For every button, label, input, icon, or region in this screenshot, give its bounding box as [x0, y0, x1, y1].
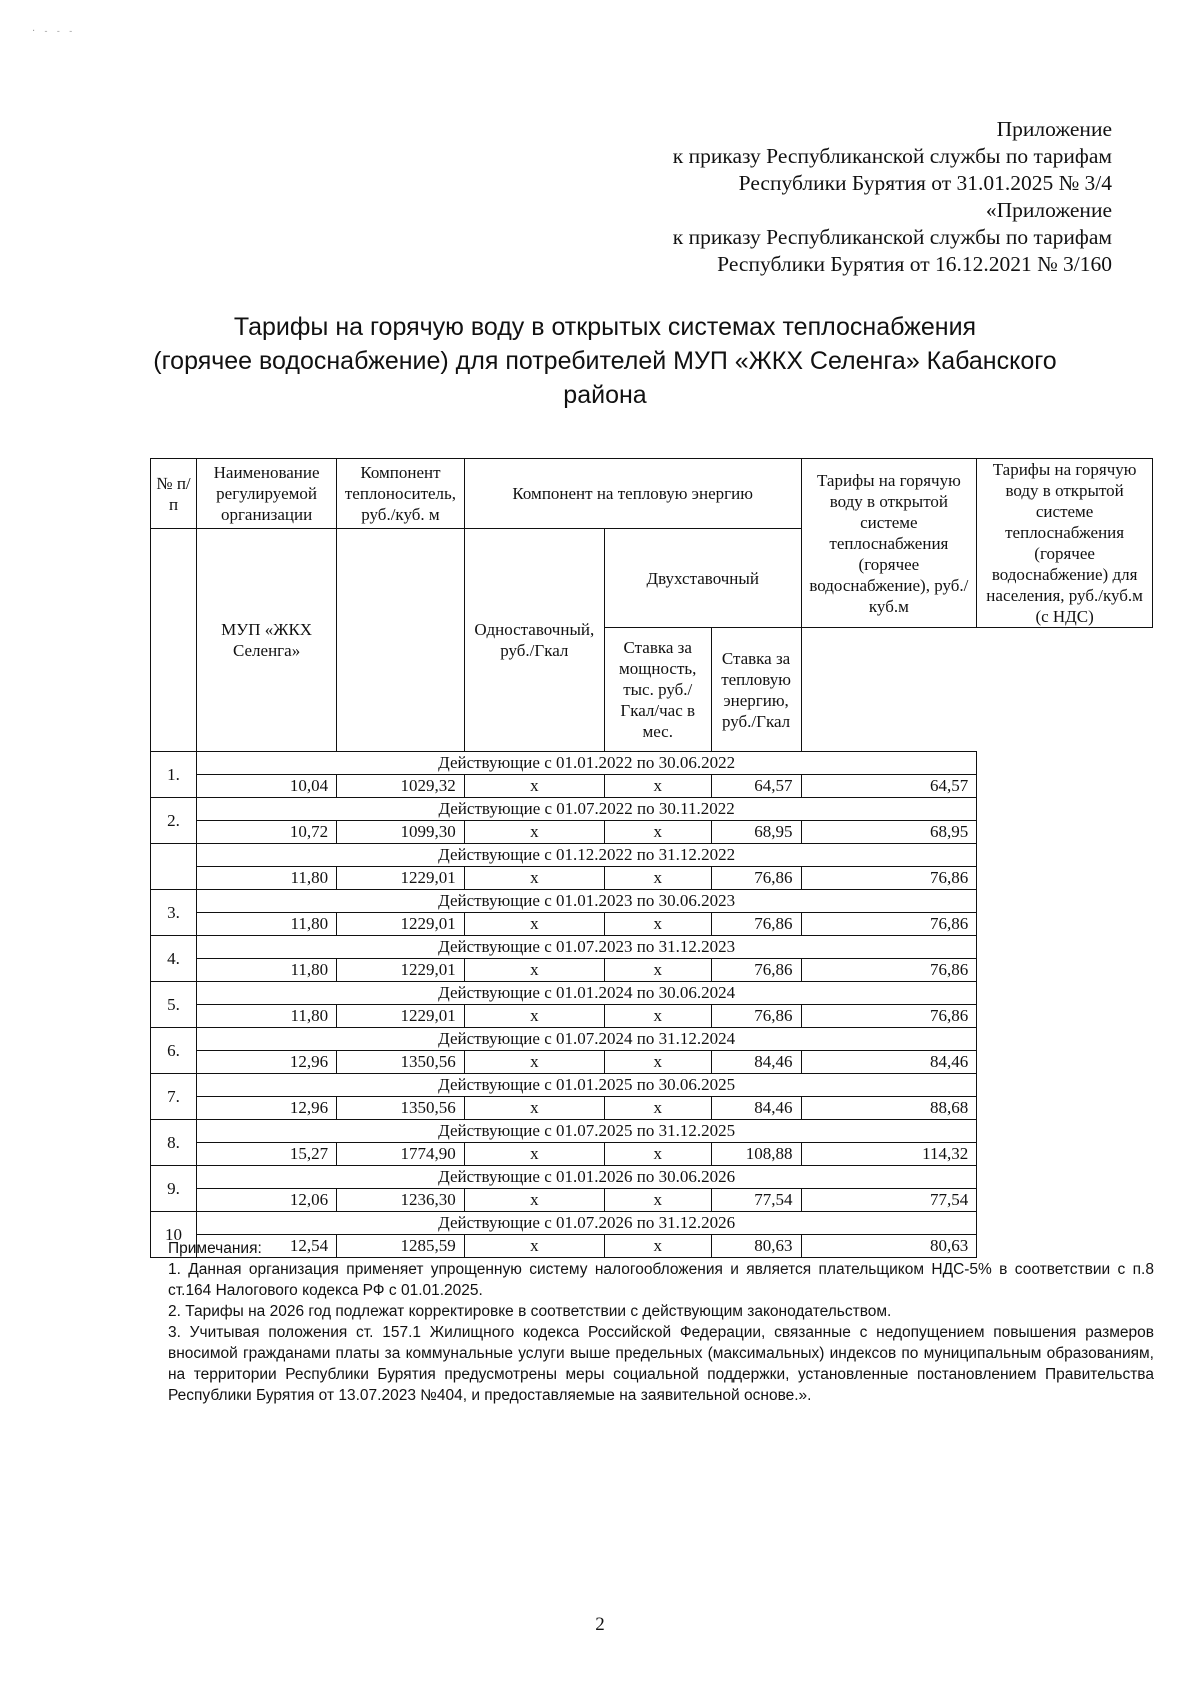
header-line: Республики Бурятия от 31.01.2025 № 3/4 — [738, 171, 1112, 195]
notes-heading: Примечания: — [168, 1240, 262, 1257]
capacity-rate-value: х — [464, 821, 604, 844]
tariff-population-value: 76,86 — [801, 913, 977, 936]
capacity-rate-value: х — [464, 1189, 604, 1212]
appendix-header — [673, 116, 1112, 278]
tariff-population-value: 76,86 — [801, 959, 977, 982]
row-number: 3. — [151, 890, 197, 936]
period-label: Действующие с 01.07.2025 по 31.12.2025 — [197, 1120, 977, 1143]
table-row — [151, 1051, 1153, 1074]
table-row — [151, 959, 1153, 982]
tariff-value: 80,63 — [711, 1235, 801, 1258]
tariff-value: 84,46 — [711, 1051, 801, 1074]
header-carrier: Компонент теплоноситель, руб./куб. м — [337, 459, 465, 529]
header-line: «Приложение — [985, 198, 1112, 222]
period-row — [151, 890, 1153, 913]
period-label: Действующие с 01.01.2025 по 30.06.2025 — [197, 1074, 977, 1097]
tariff-population-value: 88,68 — [801, 1097, 977, 1120]
page-number: 2 — [595, 1614, 605, 1635]
table-header — [151, 459, 1153, 752]
period-row — [151, 982, 1153, 1005]
energy-rate-value: х — [604, 775, 711, 798]
header-num: № п/п — [151, 459, 197, 529]
single-rate-value: 1350,56 — [337, 1051, 465, 1074]
header-heat-component: Компонент на тепловую энергию — [464, 459, 801, 529]
carrier-value: 11,80 — [197, 867, 337, 890]
row-number: 4. — [151, 936, 197, 982]
single-rate-value: 1229,01 — [337, 1005, 465, 1028]
period-label: Действующие с 01.07.2023 по 31.12.2023 — [197, 936, 977, 959]
capacity-rate-value: х — [464, 1097, 604, 1120]
period-row — [151, 1028, 1153, 1051]
carrier-value: 11,80 — [197, 959, 337, 982]
capacity-rate-value: х — [464, 1005, 604, 1028]
energy-rate-value: х — [604, 1097, 711, 1120]
row-number: 2. — [151, 798, 197, 844]
carrier-value: 10,72 — [197, 821, 337, 844]
tariff-population-value: 68,95 — [801, 821, 977, 844]
tariff-value: 77,54 — [711, 1189, 801, 1212]
period-row — [151, 752, 1153, 775]
capacity-rate-value: х — [464, 1143, 604, 1166]
carrier-value: 11,80 — [197, 913, 337, 936]
tariff-value: 64,57 — [711, 775, 801, 798]
header-carrier-blank — [337, 529, 465, 752]
energy-rate-value: х — [604, 959, 711, 982]
table-row — [151, 775, 1153, 798]
capacity-rate-value: х — [464, 867, 604, 890]
period-row — [151, 844, 1153, 867]
energy-rate-value: х — [604, 1005, 711, 1028]
tariff-value: 76,86 — [711, 1005, 801, 1028]
energy-rate-value: х — [604, 1051, 711, 1074]
row-number: 1. — [151, 752, 197, 798]
header-energy-rate: Ставка за тепловую энергию, руб./Гкал — [711, 628, 801, 752]
note-item: 1. Данная организация применяет упрощенную систему налогообложения и является плательщиком НДС-5% в соответствии с п.8 ст.164 Налогового кодекса РФ с 01.01.2025. — [168, 1261, 1154, 1299]
energy-rate-value: х — [604, 867, 711, 890]
header-line: к приказу Республиканской службы по тарифам — [672, 225, 1112, 249]
capacity-rate-value: х — [464, 775, 604, 798]
tariff-value: 76,86 — [711, 867, 801, 890]
tariff-value: 68,95 — [711, 821, 801, 844]
tariff-population-value: 77,54 — [801, 1189, 977, 1212]
header-single-rate: Одноставочный, руб./Гкал — [464, 529, 604, 752]
period-label: Действующие с 01.12.2022 по 31.12.2022 — [197, 844, 977, 867]
period-row — [151, 1212, 1153, 1235]
tariff-population-value: 84,46 — [801, 1051, 977, 1074]
period-label: Действующие с 01.07.2026 по 31.12.2026 — [197, 1212, 977, 1235]
table-row — [151, 913, 1153, 936]
energy-rate-value: х — [604, 913, 711, 936]
single-rate-value: 1774,90 — [337, 1143, 465, 1166]
tariff-table — [150, 458, 1153, 1258]
tariff-population-value: 114,32 — [801, 1143, 977, 1166]
single-rate-value: 1099,30 — [337, 821, 465, 844]
energy-rate-value: х — [604, 1189, 711, 1212]
row-number: 9. — [151, 1166, 197, 1212]
scan-artifact: · ˗ ˗ ˗ — [32, 26, 76, 37]
header-line: к приказу Республиканской службы по тарифам — [672, 144, 1112, 168]
single-rate-value: 1350,56 — [337, 1097, 465, 1120]
title-line: района — [563, 381, 647, 409]
carrier-value: 12,54 — [197, 1235, 337, 1258]
tariff-value: 108,88 — [711, 1143, 801, 1166]
energy-rate-value: х — [604, 1235, 711, 1258]
row-number: 7. — [151, 1074, 197, 1120]
title-line: (горячее водоснабжение) для потребителей МУП «ЖКХ Селенга» Кабанского — [153, 347, 1057, 375]
document-title — [140, 310, 1070, 412]
carrier-value: 10,04 — [197, 775, 337, 798]
table-row — [151, 867, 1153, 890]
row-number — [151, 844, 197, 890]
single-rate-value: 1229,01 — [337, 959, 465, 982]
header-line: Приложение — [996, 117, 1112, 141]
single-rate-value: 1229,01 — [337, 867, 465, 890]
tariff-value: 76,86 — [711, 913, 801, 936]
row-number: 5. — [151, 982, 197, 1028]
header-two-part: Двухставочный — [604, 529, 801, 628]
header-capacity-rate: Ставка за мощность, тыс. руб./Гкал/час в мес. — [604, 628, 711, 752]
energy-rate-value: х — [604, 1143, 711, 1166]
period-label: Действующие с 01.01.2023 по 30.06.2023 — [197, 890, 977, 913]
period-label: Действующие с 01.07.2024 по 31.12.2024 — [197, 1028, 977, 1051]
organization-name: МУП «ЖКХ Селенга» — [197, 529, 337, 752]
period-row — [151, 1074, 1153, 1097]
table-row — [151, 1005, 1153, 1028]
table-row — [151, 1143, 1153, 1166]
single-rate-value: 1029,32 — [337, 775, 465, 798]
period-label: Действующие с 01.01.2026 по 30.06.2026 — [197, 1166, 977, 1189]
carrier-value: 11,80 — [197, 1005, 337, 1028]
capacity-rate-value: х — [464, 1235, 604, 1258]
notes — [168, 1238, 1154, 1406]
carrier-value: 12,96 — [197, 1097, 337, 1120]
table-row — [151, 1097, 1153, 1120]
carrier-value: 12,06 — [197, 1189, 337, 1212]
header-num-blank — [151, 529, 197, 752]
period-row — [151, 1120, 1153, 1143]
note-item: 3. Учитывая положения ст. 157.1 Жилищного кодекса Российской Федерации, связанные с недопущением повышения размеров вносимой гражданами платы за коммунальные услуги выше предельных (максимальных) индексов по муниципальным образованиям, на территории Республики Бурятия предусмотрены меры социальной поддержки, установленные постановлением Правительства Республики Бурятия от 13.07.2023 №404, и предоставляемые на заявительной основе.». — [168, 1324, 1154, 1404]
period-row — [151, 798, 1153, 821]
table-body — [151, 752, 1153, 1258]
header-org: Наименование регулируемой организации — [197, 459, 337, 529]
tariff-population-value: 64,57 — [801, 775, 977, 798]
period-label: Действующие с 01.01.2022 по 30.06.2022 — [197, 752, 977, 775]
tariff-population-value: 80,63 — [801, 1235, 977, 1258]
tariff-population-value: 76,86 — [801, 1005, 977, 1028]
table-row — [151, 821, 1153, 844]
tariff-population-value: 76,86 — [801, 867, 977, 890]
carrier-value: 15,27 — [197, 1143, 337, 1166]
row-number: 10 — [151, 1212, 197, 1258]
tariff-value: 76,86 — [711, 959, 801, 982]
capacity-rate-value: х — [464, 959, 604, 982]
period-label: Действующие с 01.01.2024 по 30.06.2024 — [197, 982, 977, 1005]
energy-rate-value: х — [604, 821, 711, 844]
capacity-rate-value: х — [464, 913, 604, 936]
row-number: 8. — [151, 1120, 197, 1166]
carrier-value: 12,96 — [197, 1051, 337, 1074]
header-line: Республики Бурятия от 16.12.2021 № 3/160 — [717, 252, 1112, 276]
title-line: Тарифы на горячую воду в открытых системах теплоснабжения — [233, 313, 977, 341]
single-rate-value: 1236,30 — [337, 1189, 465, 1212]
header-tariff-population: Тарифы на горячую воду в открытой системе теплоснабжения (горячее водоснабжение) для населения, руб./куб.м (с НДС) — [977, 459, 1153, 628]
note-item: 2. Тарифы на 2026 год подлежат корректировке в соответствии с действующим законодательством. — [168, 1303, 892, 1320]
table-row — [151, 1189, 1153, 1212]
period-row — [151, 936, 1153, 959]
single-rate-value: 1285,59 — [337, 1235, 465, 1258]
header-tariff: Тарифы на горячую воду в открытой системе теплоснабжения (горячее водоснабжение), руб./куб.м — [801, 459, 977, 628]
period-row — [151, 1166, 1153, 1189]
row-number: 6. — [151, 1028, 197, 1074]
single-rate-value: 1229,01 — [337, 913, 465, 936]
capacity-rate-value: х — [464, 1051, 604, 1074]
tariff-value: 84,46 — [711, 1097, 801, 1120]
period-label: Действующие с 01.07.2022 по 30.11.2022 — [197, 798, 977, 821]
